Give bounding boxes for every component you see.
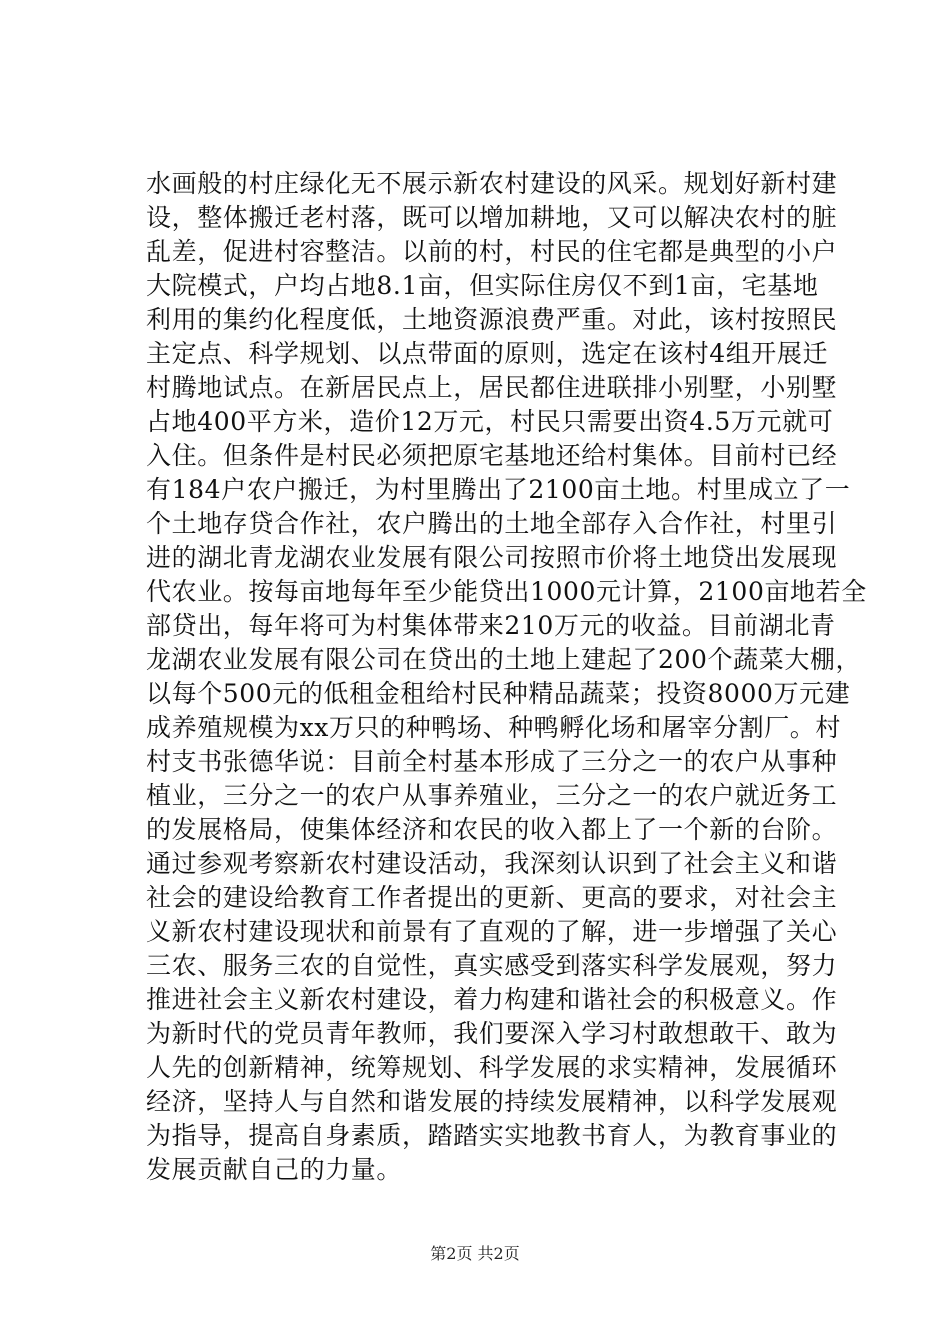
text-line: 通过参观考察新农村建设活动，我深刻认识到了社会主义和谐 — [146, 849, 838, 878]
text-line: 设，整体搬迁老村落，既可以增加耕地，又可以解决农村的脏 — [146, 203, 838, 232]
text-line: 推进社会主义新农村建设，着力构建和谐社会的积极意义。作 — [146, 985, 838, 1014]
text-line: 为新时代的党员青年教师，我们要深入学习村敢想敢干、敢为 — [146, 1019, 838, 1048]
text-line: 发展贡献自己的力量。 — [146, 1155, 403, 1184]
text-line: 植业，三分之一的农户从事养殖业，三分之一的农户就近务工 — [146, 781, 838, 810]
text-line: 社会的建设给教育工作者提出的更新、更高的要求，对社会主 — [146, 883, 838, 912]
text-line: 代农业。按每亩地每年至少能贷出1000元计算，2100亩地若全 — [146, 577, 867, 606]
text-line: 村腾地试点。在新居民点上，居民都住进联排小别墅，小别墅 — [146, 373, 838, 402]
text-line: 义新农村建设现状和前景有了直观的了解，进一步增强了关心 — [146, 917, 838, 946]
text-line: 为指导，提高自身素质，踏踏实实地教书育人，为教育事业的 — [146, 1121, 838, 1150]
text-line: 的发展格局，使集体经济和农民的收入都上了一个新的台阶。 — [146, 815, 838, 844]
text-line: 部贷出，每年将可为村集体带来210万元的收益。目前湖北青 — [146, 611, 836, 640]
text-line: 利用的集约化程度低，土地资源浪费严重。对此，该村按照民 — [146, 305, 838, 334]
text-line: 占地400平方米，造价12万元，村民只需要出资4.5万元就可 — [146, 407, 834, 436]
text-line: 龙湖农业发展有限公司在贷出的土地上建起了200个蔬菜大棚， — [146, 645, 862, 674]
text-line: 以每个500元的低租金租给村民种精品蔬菜；投资8000万元建 — [146, 679, 851, 708]
text-line: 个土地存贷合作社，农户腾出的土地全部存入合作社，村里引 — [146, 509, 838, 538]
text-line: 有184户农户搬迁，为村里腾出了2100亩土地。村里成立了一 — [146, 475, 851, 504]
text-line: 乱差，促进村容整洁。以前的村，村民的住宅都是典型的小户 — [146, 237, 838, 266]
text-line: 经济，坚持人与自然和谐发展的持续发展精神，以科学发展观 — [146, 1087, 838, 1116]
body-text — [146, 167, 867, 1187]
text-line: 入住。但条件是村民必须把原宅基地还给村集体。目前村已经 — [146, 441, 838, 470]
text-line: 进的湖北青龙湖农业发展有限公司按照市价将土地贷出发展现 — [146, 543, 838, 572]
text-line: 大院模式，户均占地8.1亩，但实际住房仅不到1亩，宅基地 — [146, 271, 819, 300]
page-number-label: 第2页 共2页 — [430, 1244, 520, 1263]
text-line: 主定点、科学规划、以点带面的原则，选定在该村4组开展迁 — [146, 339, 829, 368]
text-line: 成养殖规模为xx万只的种鸭场、种鸭孵化场和屠宰分割厂。村 — [146, 713, 842, 742]
text-line: 村支书张德华说：目前全村基本形成了三分之一的农户从事种 — [146, 747, 838, 776]
page-footer — [0, 1244, 950, 1264]
text-line: 水画般的村庄绿化无不展示新农村建设的风采。规划好新村建 — [146, 169, 838, 198]
text-line: 人先的创新精神，统筹规划、科学发展的求实精神，发展循环 — [146, 1053, 838, 1082]
text-line: 三农、服务三农的自觉性，真实感受到落实科学发展观，努力 — [146, 951, 838, 980]
